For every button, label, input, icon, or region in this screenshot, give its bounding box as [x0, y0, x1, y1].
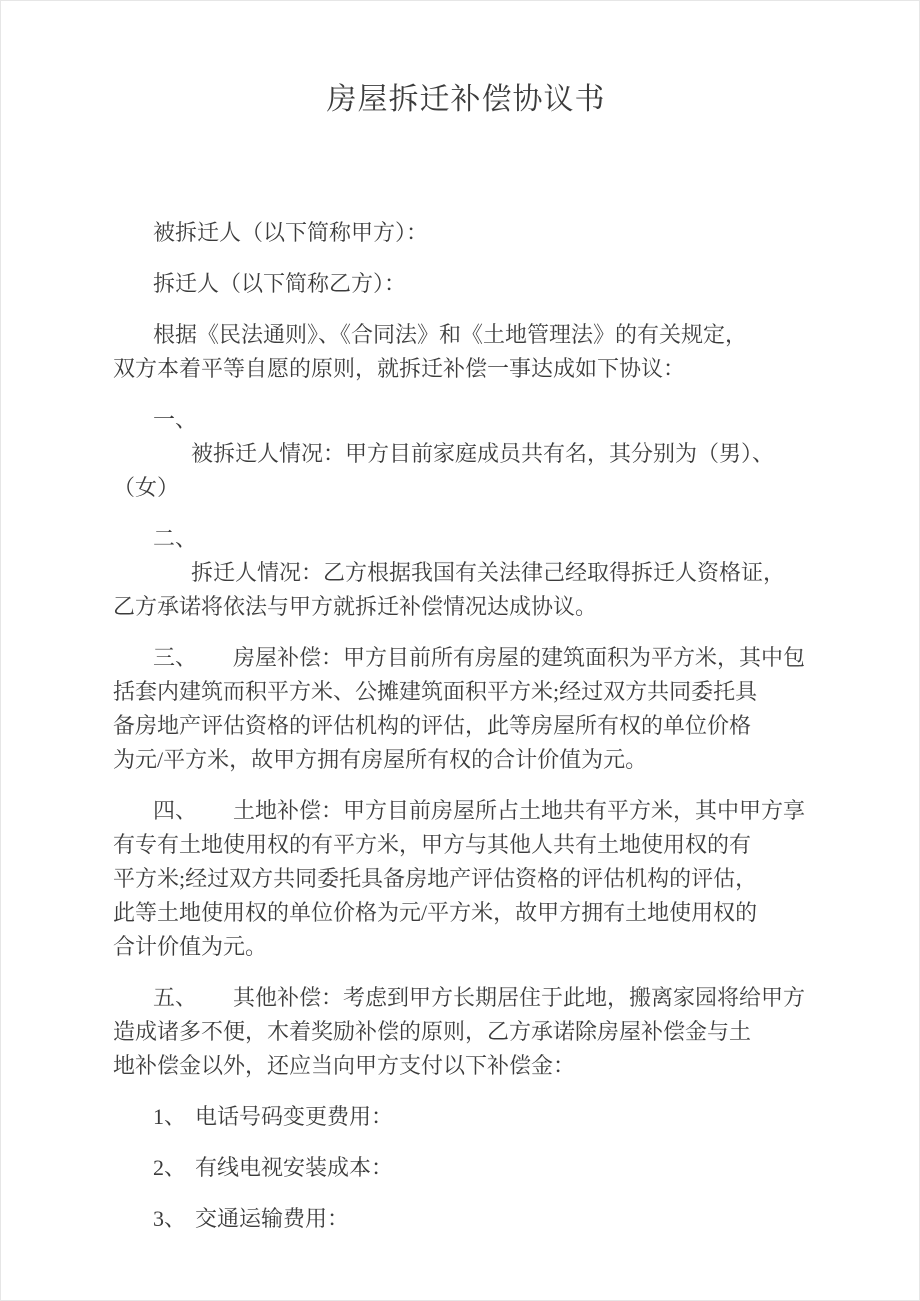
text-line: [113, 641, 819, 675]
list-item-2: [113, 1151, 819, 1185]
text-line: 合计价值为元。: [113, 934, 268, 959]
text-line: 括套内建筑而积平方米、公摊建筑面积平方米;经过双方共同委托具: [113, 679, 758, 704]
text-line: 双方本着平等自愿的原则，就拆迁补偿一事达成如下协议：: [113, 356, 686, 381]
text-line: [113, 1100, 819, 1134]
section-marker: 四、: [153, 798, 198, 823]
line-text: 其他补偿：考虑到甲方长期居住于此地，搬离家园将给甲方: [233, 985, 806, 1010]
line-text: 有线电视安装成本：: [195, 1155, 394, 1180]
line-text: 土地补偿：甲方目前房屋所占土地共有平方米，其中甲方享: [233, 798, 806, 823]
text-line: 被拆迁人情况：甲方目前家庭成员共有名，其分别为（男）、: [191, 441, 775, 466]
text-line: （女）: [113, 475, 180, 500]
list-item-1: [113, 1100, 819, 1134]
text-line: 拆迁人情况：乙方根据我国有关法律己经取得拆迁人资格证，: [191, 560, 786, 585]
section-2: [113, 522, 819, 624]
text-line: 地补偿金以外，还应当向甲方支付以下补偿金：: [113, 1053, 576, 1078]
line-text: 交通运输费用：: [195, 1206, 350, 1231]
text-line: 此等土地使用权的单位价格为元/平方米，故甲方拥有土地使用权的: [113, 900, 758, 925]
text-line: 造成诸多不便，木着奖励补偿的原则，乙方承诺除房屋补偿金与土: [113, 1019, 752, 1044]
list-marker: 1、: [153, 1104, 187, 1129]
text-line: [113, 1151, 819, 1185]
section-1: [113, 403, 819, 505]
text-line: 根据《民法通则》、《合同法》和《土地管理法》的有关规定，: [153, 322, 748, 347]
text-line: 备房地产评估资格的评估机构的评估，此等房屋所有权的单位价格: [113, 713, 752, 738]
section-3-house-compensation: [113, 641, 819, 777]
paragraph-preamble: [113, 318, 819, 386]
section-marker: 五、: [153, 985, 198, 1010]
text-line: [113, 1202, 819, 1236]
text-line: 有专有土地使用权的有平方米，甲方与其他人共有土地使用权的有: [113, 832, 752, 857]
text-line: 拆迁人（以下简称乙方）：: [153, 271, 407, 296]
paragraph-party-b: [113, 267, 819, 301]
section-5-other-compensation: [113, 981, 819, 1083]
section-marker-line: 二、: [153, 526, 198, 551]
document-title: 房屋拆迁补偿协议书: [326, 83, 606, 116]
text-line: 被拆迁人（以下简称甲方）：: [153, 220, 429, 245]
list-marker: 3、: [153, 1206, 187, 1231]
list-item-3: [113, 1202, 819, 1236]
section-marker-line: 一、: [153, 407, 198, 432]
list-marker: 2、: [153, 1155, 187, 1180]
text-line: 乙方承诺将依法与甲方就拆迁补偿情况达成协议。: [113, 594, 598, 619]
line-text: 房屋补偿：甲方目前所有房屋的建筑面积为平方米，其中包: [233, 645, 806, 670]
line-text: 电话号码变更费用：: [195, 1104, 394, 1129]
section-4-land-compensation: [113, 794, 819, 964]
paragraph-party-a: [113, 216, 819, 250]
text-line: [113, 794, 819, 828]
text-line: 平方米;经过双方共同委托具备房地产评估资格的评估机构的评估，: [113, 866, 758, 891]
text-line: 为元/平方米，故甲方拥有房屋所有权的合计价值为元。: [113, 747, 648, 772]
text-line: [113, 981, 819, 1015]
section-marker: 三、: [153, 645, 198, 670]
